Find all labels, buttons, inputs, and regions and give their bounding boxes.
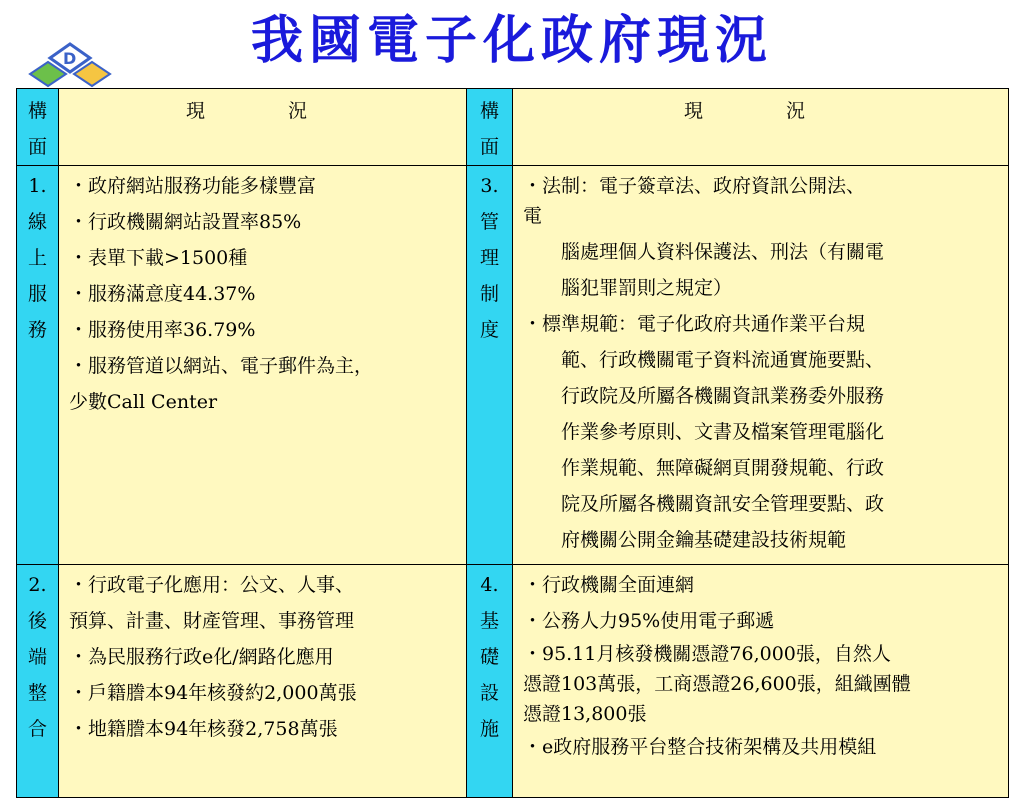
list-item: 作業規範、無障礙網頁開發規範、行政 (561, 457, 885, 479)
status-header-left: 現 況 (59, 89, 467, 166)
list-item: ・服務使用率36.79% (69, 319, 256, 341)
logo (18, 40, 128, 92)
aspect-header-left: 構 面 (17, 89, 59, 166)
list-item: ・表單下載>1500種 (69, 247, 248, 269)
svg-text:D: D (63, 49, 77, 68)
list-item: 電 (523, 205, 543, 227)
list-item: ・服務滿意度44.37% (69, 283, 256, 305)
aspect-management-system: 3. 管 理 制 度 (467, 166, 513, 565)
table-header-row (17, 89, 1009, 166)
aspect-header-right: 構 面 (467, 89, 513, 166)
list-item: ・為民服務行政e化/網路化應用 (69, 646, 334, 668)
list-item: 腦犯罪罰則之規定） (561, 277, 733, 299)
list-item: ・行政機關全面連網 (523, 574, 695, 596)
list-item: ・戶籍謄本94年核發約2,000萬張 (69, 682, 357, 704)
list-item: 少數Call Center (69, 391, 218, 413)
list-item: ・服務管道以網站、電子郵件為主， (69, 355, 374, 377)
list-item: 預算、計畫、財產管理、事務管理 (69, 610, 355, 632)
list-item: 範、行政機關電子資料流通實施要點、 (561, 349, 885, 371)
list-item: ・行政機關網站設置率85% (69, 211, 302, 233)
list-item: 作業參考原則、文書及檔案管理電腦化 (561, 421, 885, 443)
list-item: 腦處理個人資料保護法、刑法（有關電 (561, 241, 885, 263)
table-row (17, 565, 1009, 798)
aspect-backend-integration: 2. 後 端 整 合 (17, 565, 59, 798)
list-item: ・地籍謄本94年核發2,758萬張 (69, 718, 338, 740)
infrastructure-status (513, 565, 1009, 798)
list-item: ・e政府服務平台整合技術架構及共用模組 (523, 736, 877, 758)
status-table (16, 88, 1009, 798)
list-item: 行政院及所屬各機關資訊業務委外服務 (561, 385, 885, 407)
management-system-status (513, 166, 1009, 565)
list-item: 院及所屬各機關資訊安全管理要點、政 (561, 493, 885, 515)
aspect-online-service: 1. 線 上 服 務 (17, 166, 59, 565)
backend-integration-status (59, 565, 467, 798)
aspect-infrastructure: 4. 基 礎 設 施 (467, 565, 513, 798)
list-item: ・政府網站服務功能多樣豐富 (69, 175, 317, 197)
list-item: 憑證13,800張 (523, 703, 647, 725)
list-item: ・標準規範：電子化政府共通作業平台規 (523, 313, 866, 335)
list-item: ・法制：電子簽章法、政府資訊公開法、 (523, 175, 866, 197)
page-title: 我國電子化政府現況 (250, 10, 773, 71)
list-item: 府機關公開金鑰基礎建設技術規範 (561, 529, 847, 551)
list-item: ・行政電子化應用：公文、人事、 (69, 574, 355, 596)
table-row (17, 166, 1009, 565)
list-item: ・95.11月核發機關憑證76,000張，自然人 (523, 643, 891, 665)
list-item: 憑證103萬張，工商憑證26,600張，組織團體 (523, 673, 911, 695)
online-service-status (59, 166, 467, 565)
status-header-right: 現 況 (513, 89, 1009, 166)
list-item: ・公務人力95%使用電子郵遞 (523, 610, 775, 632)
